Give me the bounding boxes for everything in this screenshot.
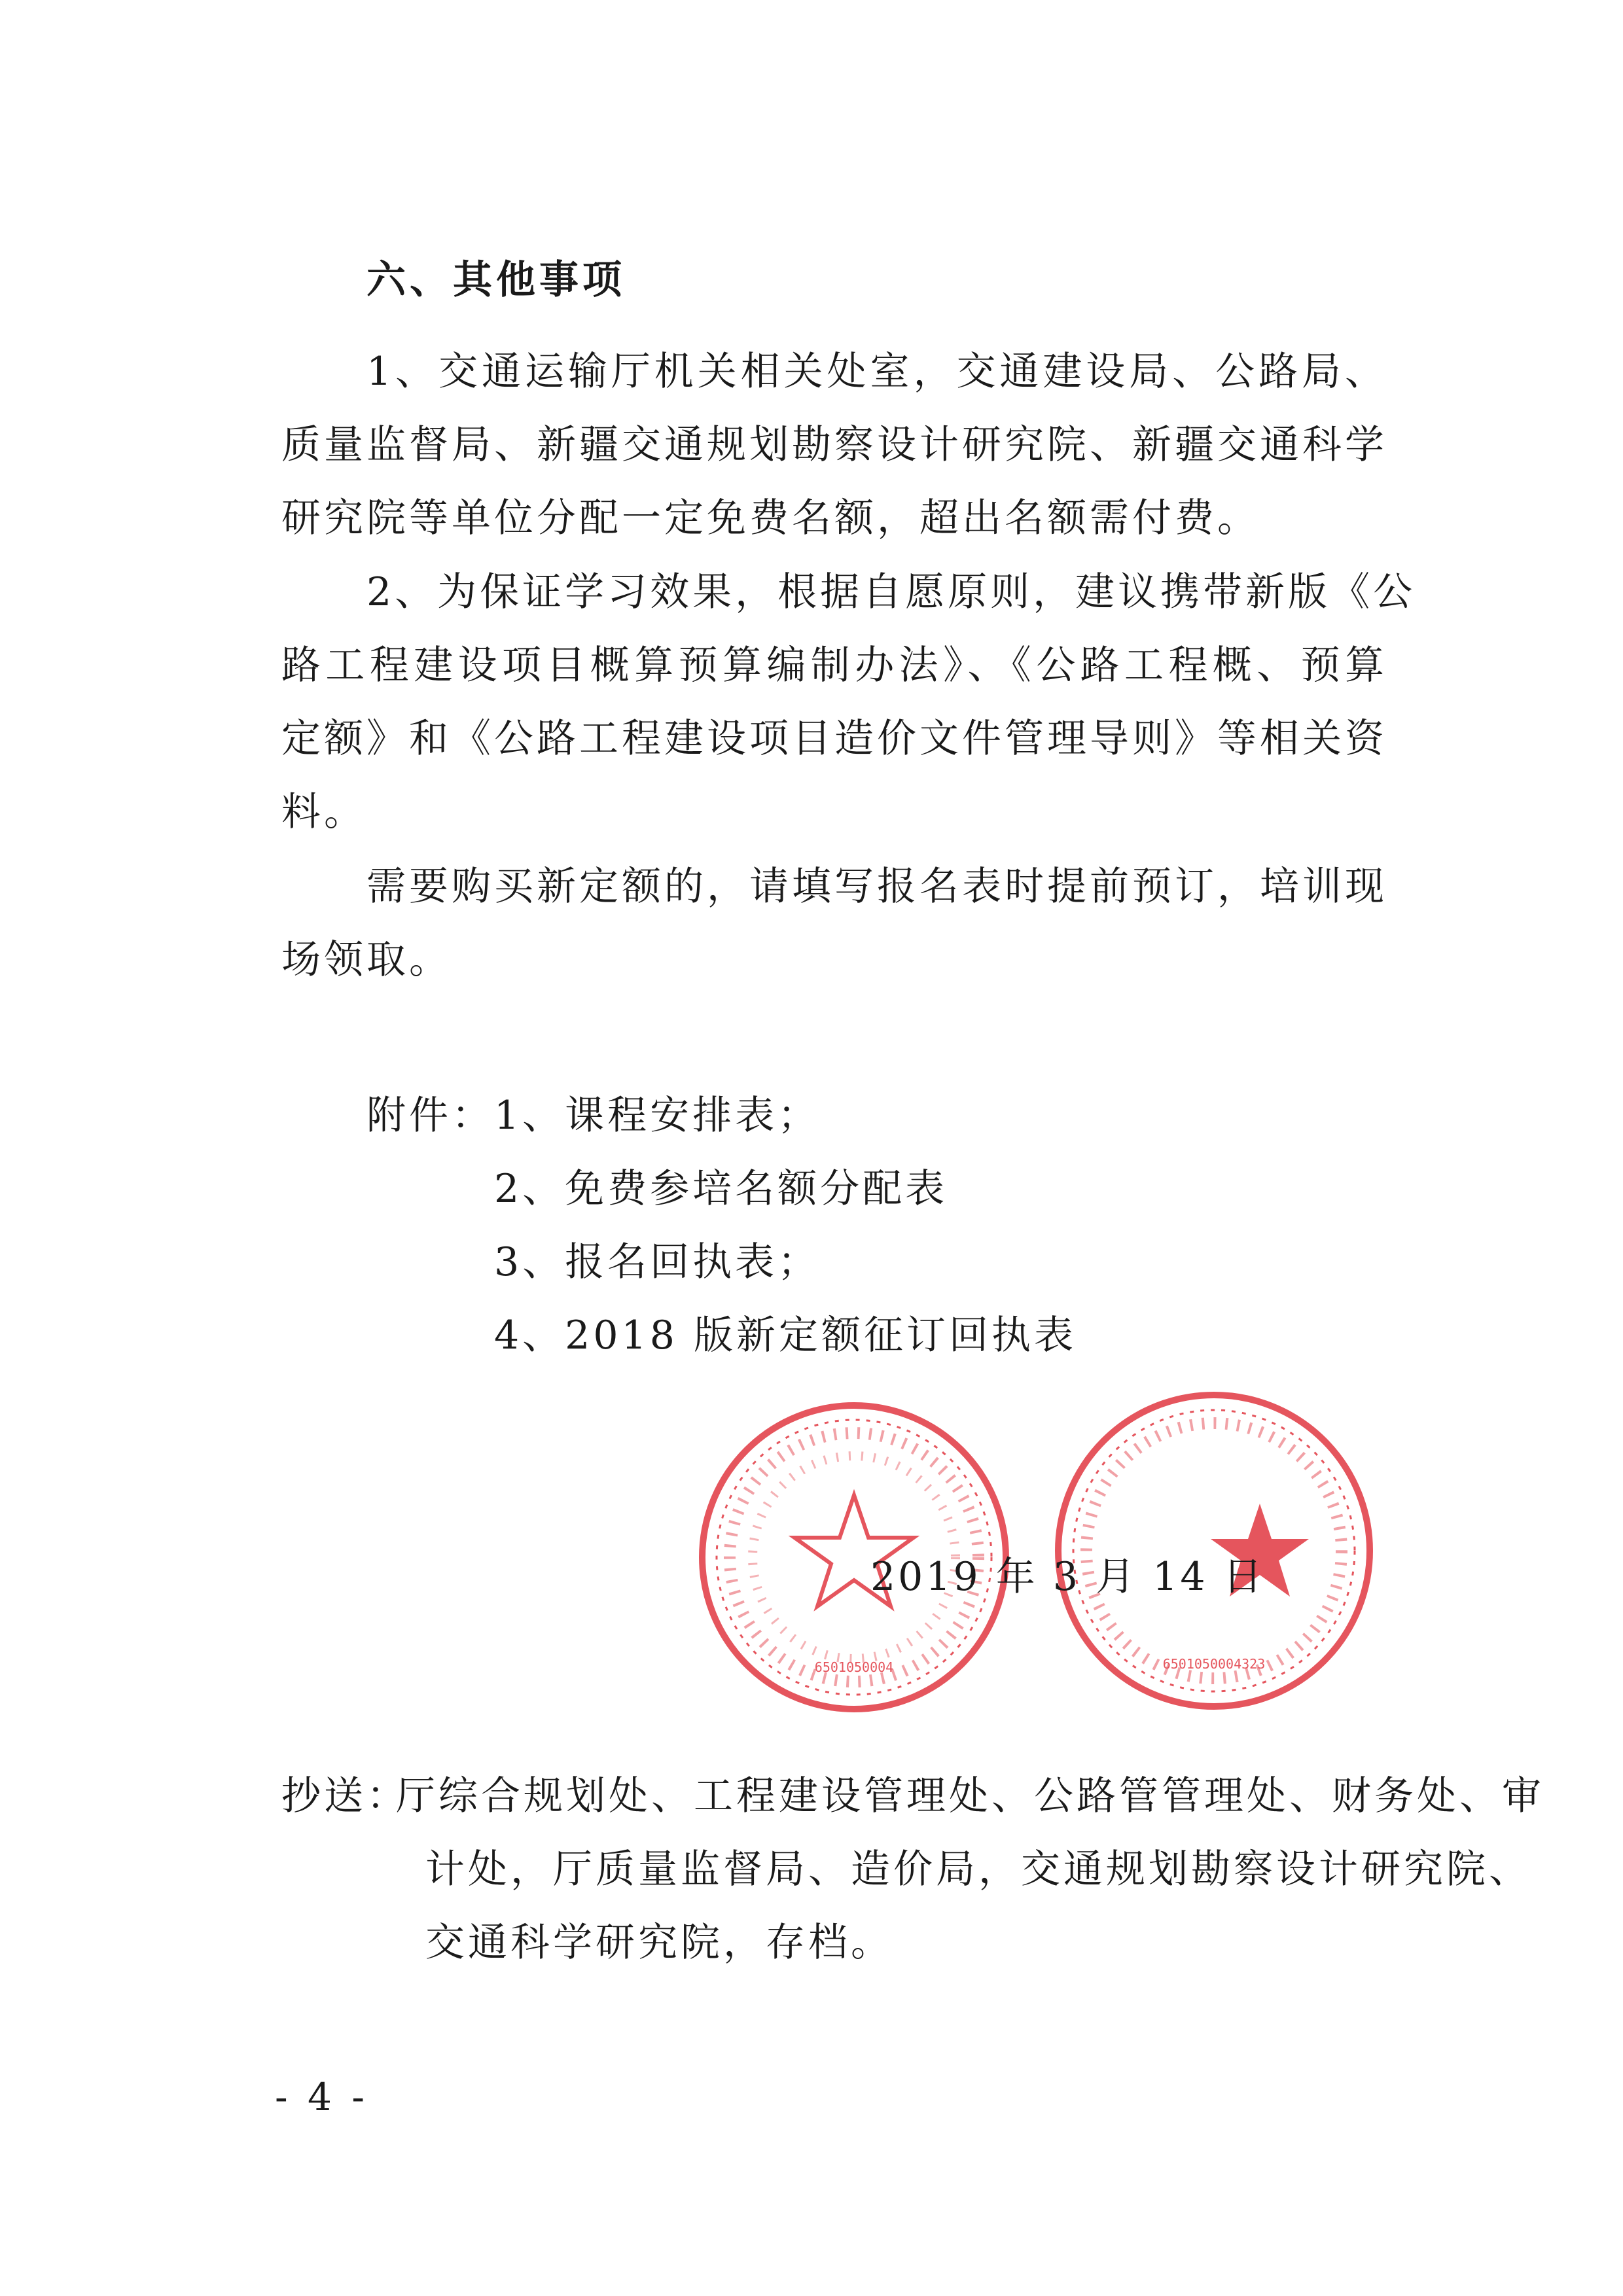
item2-line-4: 料。 <box>281 789 366 835</box>
item1-line-3: 研究院等单位分配一定免费名额，超出名额需付费。 <box>281 495 1260 541</box>
cc-line-3: 交通科学研究院，存档。 <box>425 1920 893 1966</box>
attachment-item-2: 2、免费参培名额分配表 <box>494 1166 948 1212</box>
left-seal-code: 6501050004 <box>814 1659 894 1675</box>
item1-line-1: 1、交通运输厅机关相关处室，交通建设局、公路局、 <box>366 349 1387 395</box>
document-date: 2019 年 3 月 14 日 <box>870 1554 1265 1600</box>
item1-line-2: 质量监督局、新疆交通规划勘察设计研究院、新疆交通科学 <box>281 422 1387 468</box>
item2-line-3: 定额》和《公路工程建设项目造价文件管理导则》等相关资 <box>281 716 1387 762</box>
cc-line-2: 计处，厅质量监督局、造价局，交通规划勘察设计研究院、 <box>425 1846 1531 1892</box>
attachment-item-3: 3、报名回执表； <box>494 1239 821 1285</box>
attachments-label: 附件： <box>366 1093 494 1139</box>
item2-line-2: 路工程建设项目概算预算编制办法》、《公路工程概、预算 <box>281 643 1387 688</box>
cc-label: 抄送： <box>281 1773 409 1819</box>
cc-line-1: 厅综合规划处、工程建设管理处、公路管管理处、财务处、审 <box>396 1773 1544 1819</box>
purchase-note-line-2: 场领取。 <box>281 937 452 983</box>
item2-line-1: 2、为保证学习效果，根据自愿原则，建议携带新版《公 <box>366 569 1416 615</box>
section-heading: 六、其他事项 <box>366 257 626 303</box>
page-number: - 4 - <box>275 2075 368 2119</box>
attachment-item-1: 1、课程安排表； <box>494 1093 821 1139</box>
right-seal-code: 6501050004323 <box>1162 1656 1266 1672</box>
purchase-note-line-1: 需要购买新定额的，请填写报名表时提前预订，培训现 <box>366 864 1387 910</box>
attachment-item-4: 4、2018 版新定额征订回执表 <box>494 1313 1077 1358</box>
